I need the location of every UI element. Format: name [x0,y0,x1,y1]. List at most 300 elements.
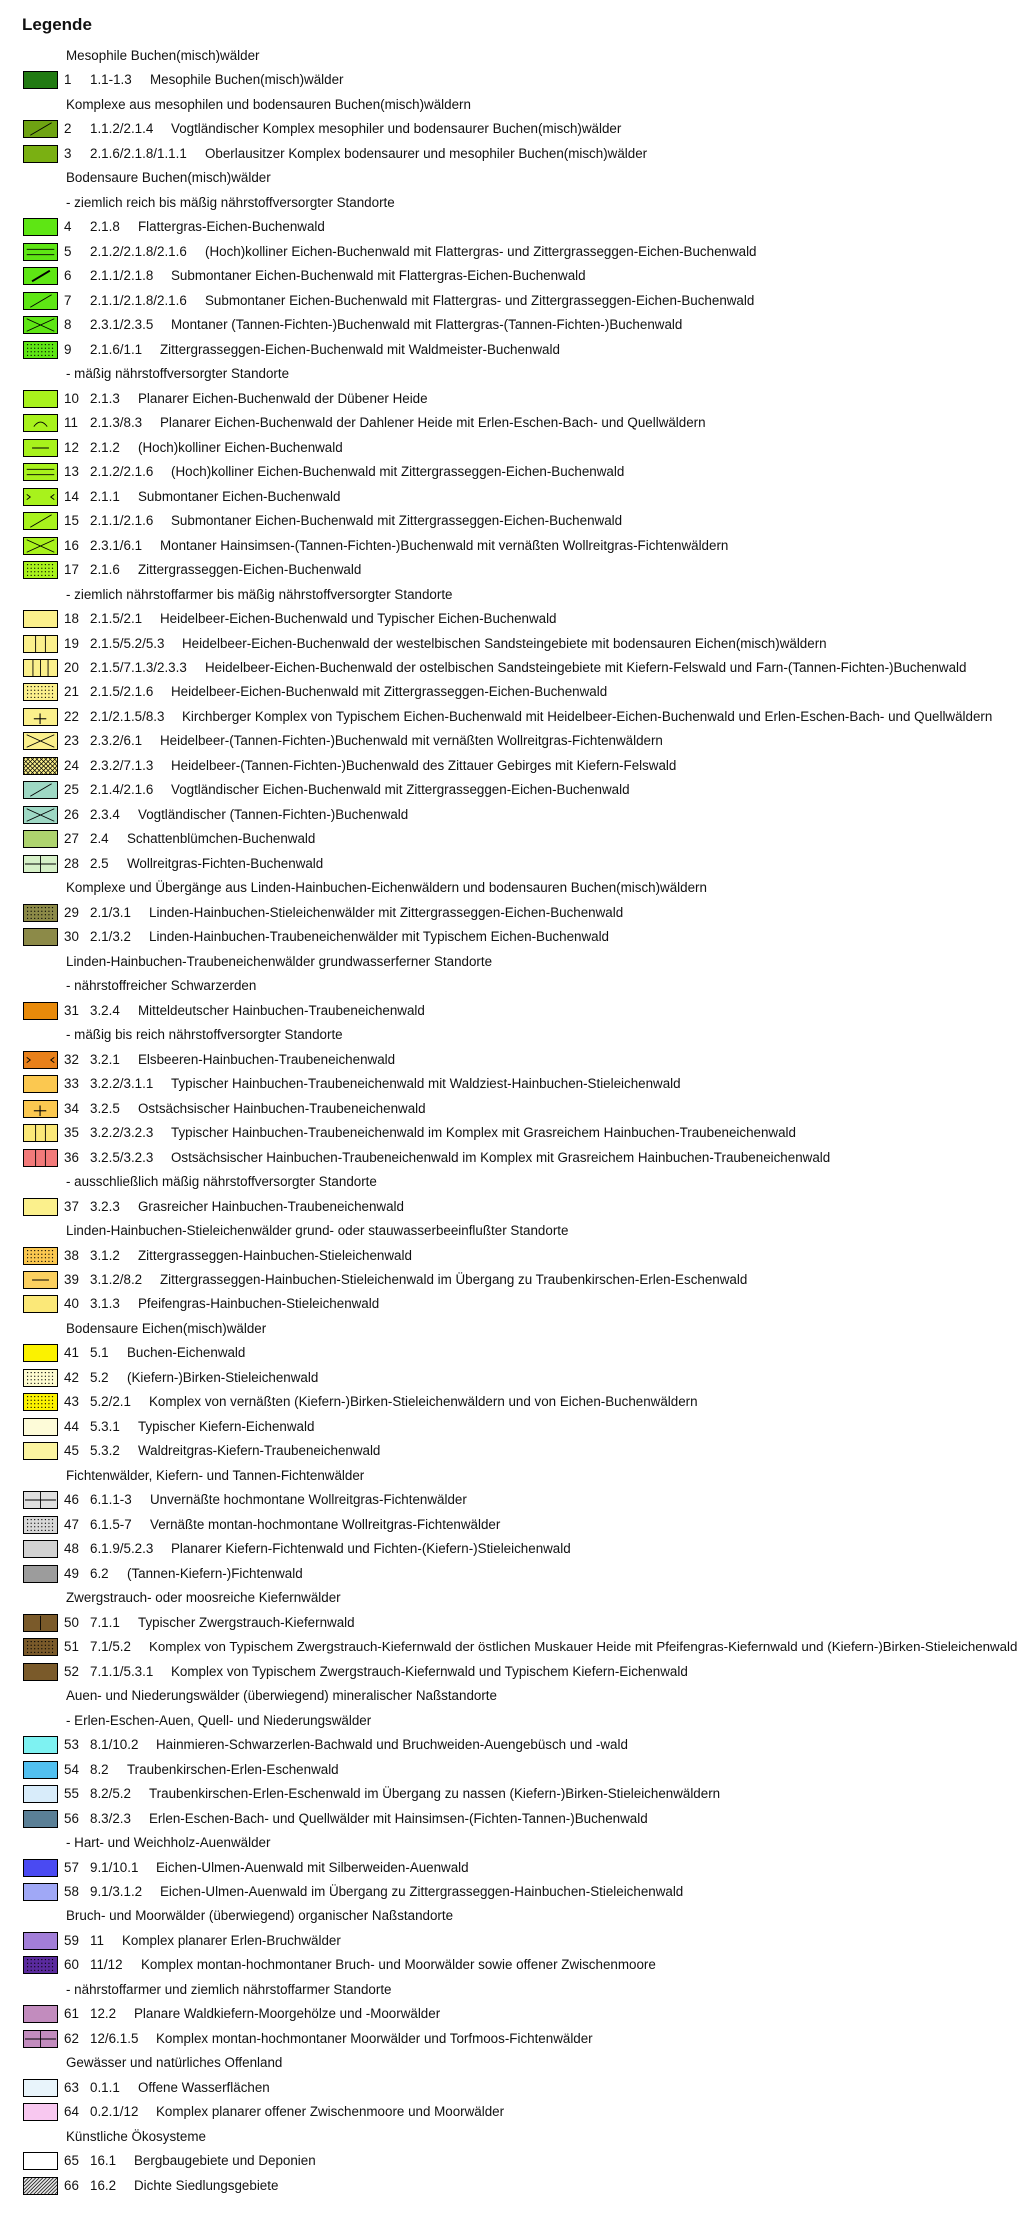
entry-number: 46 [64,1492,79,1508]
legend-swatch [23,512,58,530]
legend-heading [0,1219,1024,1243]
entry-label: Komplex von vernäßten (Kiefern-)Birken-Stieleichenwäldern und von Eichen-Buchenwäldern [149,1394,698,1410]
entry-number: 59 [64,1932,79,1948]
entry-label: Zittergrasseggen-Eichen-Buchenwald mit Waldmeister-Buchenwald [160,341,560,357]
entry-label: Typischer Kiefern-Eichenwald [138,1418,315,1434]
legend-swatch [23,1393,58,1411]
entry-number: 49 [64,1565,79,1581]
entry-code: 2.1.4/2.1.6 [90,782,154,798]
entry-code: 1.1-1.3 [90,72,132,88]
entry-code: 2.5 [90,855,109,871]
entry-number: 21 [64,684,79,700]
entry-number: 33 [64,1076,79,1092]
entry-code: 2.1/3.2 [90,929,131,945]
entry-number: 37 [64,1198,79,1214]
entry-code: 2.1.3/8.3 [90,415,143,431]
legend-entry [0,2100,1024,2124]
legend-entry [0,264,1024,288]
legend-swatch [23,2103,58,2121]
legend-swatch [23,316,58,334]
entry-number: 4 [64,219,72,235]
entry-code: 2.1.6 [90,562,120,578]
legend-swatch [23,830,58,848]
legend-swatch [23,267,58,285]
entry-label: Ostsächsischer Hainbuchen-Traubeneichenwald [138,1100,426,1116]
legend-entry [0,1415,1024,1439]
legend-swatch [23,488,58,506]
subheading-text: - Erlen-Eschen-Auen, Quell- und Niederungswälder [66,1712,372,1728]
entry-code: 5.2/2.1 [90,1394,131,1410]
legend-heading [0,2125,1024,2149]
entry-number: 63 [64,2079,79,2095]
legend-entry [0,1513,1024,1537]
entry-number: 54 [64,1761,79,1777]
entry-number: 40 [64,1296,79,1312]
entry-code: 9.1/3.1.2 [90,1884,143,1899]
entry-label: Pfeifengras-Hainbuchen-Stieleichenwald [138,1296,380,1312]
entry-code: 8.3/2.3 [90,1810,131,1826]
legend-entry [0,387,1024,411]
entry-code: 3.2.5 [90,1100,120,1116]
entry-label: Heidelbeer-Eichen-Buchenwald und Typischer Eichen-Buchenwald [160,611,557,627]
entry-code: 3.2.3 [90,1198,120,1214]
legend-swatch [23,659,58,677]
entry-code: 16.1 [90,2153,117,2169]
entry-code: 3.1.2/8.2 [90,1272,143,1287]
entry-number: 7 [64,292,72,308]
legend-title: Legende [22,15,92,34]
legend-entry [0,1758,1024,1782]
entry-label: Vogtländischer Komplex mesophiler und bodensaurer Buchen(misch)wälder [171,121,622,137]
legend-swatch [23,855,58,873]
entry-code: 3.2.4 [90,1002,120,1018]
legend-swatch [23,463,58,481]
legend-heading [0,44,1024,68]
entry-label: Submontaner Eichen-Buchenwald mit Flattergras- und Zittergrasseggen-Eichen-Buchenwald [205,292,755,308]
entry-code: 3.1.3 [90,1296,120,1312]
legend-entry [0,1929,1024,1953]
entry-number: 39 [64,1272,79,1287]
entry-label: Oberlausitzer Komplex bodensaurer und mesophiler Buchen(misch)wälder [205,145,648,161]
entry-label: Waldreitgras-Kiefern-Traubeneichenwald [138,1443,381,1459]
legend-entry [0,289,1024,313]
heading-text: Linden-Hainbuchen-Traubeneichenwälder grundwasserferner Standorte [66,953,493,969]
entry-code: 7.1/5.2 [90,1639,131,1655]
entry-code: 8.1/10.2 [90,1737,139,1753]
heading-text: Mesophile Buchen(misch)wälder [66,48,260,63]
entry-label: Komplex planarer Erlen-Bruchwälder [122,1932,341,1948]
entry-number: 61 [64,2006,79,2022]
legend-swatch [23,1442,58,1460]
entry-number: 8 [64,317,72,333]
heading-text: Fichtenwälder, Kiefern- und Tannen-Fichtenwälder [66,1467,365,1483]
entry-number: 60 [64,1957,79,1973]
entry-code: 6.2 [90,1565,109,1581]
legend-swatch [23,537,58,555]
subheading-text: - nährstoffreicher Schwarzerden [66,978,257,994]
entry-label: Montaner (Tannen-Fichten-)Buchenwald mit Flattergras-(Tannen-Fichten-)Buchenwald [171,317,683,333]
entry-label: (Kiefern-)Birken-Stieleichenwald [127,1369,319,1385]
entry-label: Hainmieren-Schwarzerlen-Bachwald und Bruchweiden-Auengebüsch und -wald [156,1737,628,1753]
entry-number: 17 [64,562,79,578]
entry-number: 62 [64,2030,79,2046]
legend-entry [0,1439,1024,1463]
legend-swatch [23,439,58,457]
legend-subheading [0,362,1024,386]
legend-swatch [23,561,58,579]
legend-swatch [23,1491,58,1509]
legend-entry [0,1611,1024,1635]
entry-number: 13 [64,464,79,480]
legend-swatch [23,218,58,236]
legend-swatch [23,1810,58,1828]
entry-code: 2.1/3.1 [90,904,131,920]
legend-subheading [0,583,1024,607]
entry-number: 56 [64,1810,79,1826]
legend-swatch [23,1638,58,1656]
entry-code: 2.1.2 [90,439,120,455]
entry-code: 3.2.5/3.2.3 [90,1149,154,1165]
legend-swatch [23,1051,58,1069]
entry-label: Submontaner Eichen-Buchenwald mit Flattergras-Eichen-Buchenwald [171,268,586,284]
entry-number: 58 [64,1884,79,1899]
entry-label: Heidelbeer-(Tannen-Fichten-)Buchenwald mit vernäßten Wollreitgras-Fichtenwäldern [160,733,663,749]
legend-swatch [23,1859,58,1877]
legend-swatch [23,635,58,653]
legend-entry [0,509,1024,533]
entry-code: 8.2 [90,1761,109,1777]
entry-number: 34 [64,1100,79,1116]
legend-swatch [23,71,58,89]
legend-swatch [23,1344,58,1362]
legend-entry [0,827,1024,851]
entry-label: Montaner Hainsimsen-(Tannen-Fichten-)Buchenwald mit vernäßten Wollreitgras-Fichtenwäldern [160,537,729,553]
entry-label: Planare Waldkiefern-Moorgehölze und -Moorwälder [134,2006,441,2022]
legend-entry [0,729,1024,753]
legend-swatch [23,2005,58,2023]
entry-number: 3 [64,145,72,161]
legend-swatch [23,757,58,775]
entry-number: 6 [64,268,72,284]
entry-code: 2.1.6/2.1.8/1.1.1 [90,145,187,161]
entry-number: 29 [64,904,79,920]
legend-entry [0,705,1024,729]
entry-code: 2.1.1/2.1.8 [90,268,154,284]
legend-entry [0,1635,1024,1659]
legend-swatch [23,145,58,163]
legend-entry [0,1660,1024,1684]
entry-code: 2.1.1 [90,488,120,504]
entry-label: Heidelbeer-Eichen-Buchenwald der ostelbischen Sandsteingebiete mit Kiefern-Felswald und Farn-(Tannen-Fichten-)Buchenwald [205,660,967,675]
entry-label: Erlen-Eschen-Bach- und Quellwälder mit Hainsimsen-(Fichten-Tannen-)Buchenwald [149,1810,648,1826]
legend-swatch [23,292,58,310]
entry-label: Planarer Eichen-Buchenwald der Dübener Heide [138,390,428,406]
entry-code: 6.1.9/5.2.3 [90,1541,154,1557]
legend-swatch [23,1418,58,1436]
entry-code: 2.1.5/5.2/5.3 [90,635,165,651]
entry-code: 6.1.1-3 [90,1492,132,1508]
entry-code: 5.3.2 [90,1443,120,1459]
legend-entry [0,436,1024,460]
entry-label: Wollreitgras-Fichten-Buchenwald [127,855,324,871]
entry-number: 18 [64,611,79,627]
subheading-text: - nährstoffarmer und ziemlich nährstoffarmer Standorte [66,1981,392,1997]
legend-entry [0,1195,1024,1219]
entry-number: 1 [64,72,72,88]
entry-code: 2.1.5/2.1 [90,611,143,627]
entry-code: 12/6.1.5 [90,2030,139,2046]
entry-label: (Hoch)kolliner Eichen-Buchenwald mit Flattergras- und Zittergrasseggen-Eichen-Buchenwald [205,243,757,259]
legend-heading [0,1464,1024,1488]
legend-subheading [0,1170,1024,1194]
legend-heading [0,876,1024,900]
entry-label: Schattenblümchen-Buchenwald [127,831,316,847]
entry-label: Planarer Eichen-Buchenwald der Dahlener Heide mit Erlen-Eschen-Bach- und Quellwäldern [160,415,706,431]
heading-text: Zwergstrauch- oder moosreiche Kiefernwälder [66,1590,341,1606]
entry-code: 2.1.1/2.1.6 [90,513,154,529]
legend-swatch [23,1124,58,1142]
legend-entry [0,1121,1024,1145]
entry-label: (Tannen-Kiefern-)Fichtenwald [127,1565,303,1581]
legend-entry [0,1782,1024,1806]
legend-swatch [23,904,58,922]
legend-swatch [23,1761,58,1779]
entry-code: 2.3.4 [90,806,120,822]
legend-entry [0,534,1024,558]
entry-label: Kirchberger Komplex von Typischem Eichen-Buchenwald mit Heidelbeer-Eichen-Buchenwald und Erlen-Eschen-Bach- und Quellwäldern [182,708,993,724]
heading-text: Linden-Hainbuchen-Stieleichenwälder grund- oder stauwasserbeeinflußter Standorte [66,1223,569,1239]
legend-entry [0,2027,1024,2051]
legend-entry [0,1366,1024,1390]
legend-entry [0,1268,1024,1292]
entry-number: 42 [64,1369,79,1385]
entry-number: 24 [64,757,79,773]
legend-swatch [23,1736,58,1754]
legend-entry [0,803,1024,827]
entry-code: 2.1.1/2.1.8/2.1.6 [90,292,187,308]
entry-code: 7.1.1/5.3.1 [90,1663,154,1679]
legend-swatch [23,683,58,701]
legend-heading [0,93,1024,117]
subheading-text: - Hart- und Weichholz-Auenwälder [66,1835,271,1851]
entry-code: 2.1/2.1.5/8.3 [90,708,165,724]
entry-label: Vernäßte montan-hochmontane Wollreitgras-Fichtenwälder [150,1516,501,1532]
legend-entry [0,2076,1024,2100]
subheading-text: - ziemlich reich bis mäßig nährstoffversorgter Standorte [66,194,395,210]
legend-heading [0,1317,1024,1341]
legend-swatch [23,341,58,359]
legend-entry [0,1537,1024,1561]
entry-code: 3.2.2/3.2.3 [90,1125,154,1141]
entry-label: Dichte Siedlungsgebiete [134,2177,279,2193]
legend-entry [0,313,1024,337]
legend-entry [0,999,1024,1023]
entry-code: 6.1.5-7 [90,1516,132,1532]
entry-code: 2.1.5/7.1.3/2.3.3 [90,660,187,675]
entry-label: (Hoch)kolliner Eichen-Buchenwald [138,439,343,455]
legend-swatch [23,1785,58,1803]
entry-label: Zittergrasseggen-Hainbuchen-Stieleichenwald [138,1247,412,1263]
entry-label: Vogtländischer (Tannen-Fichten-)Buchenwald [138,806,409,822]
entry-number: 15 [64,513,79,529]
legend-swatch [23,1002,58,1020]
entry-label: Zittergrasseggen-Eichen-Buchenwald [138,562,362,578]
entry-label: Heidelbeer-Eichen-Buchenwald der westelbischen Sandsteingebiete mit bodensauren Eichen(misch)wäldern [182,635,827,651]
entry-code: 3.2.2/3.1.1 [90,1076,154,1092]
subheading-text: - ziemlich nährstoffarmer bis mäßig nährstoffversorgter Standorte [66,586,453,602]
legend-entry [0,460,1024,484]
legend-swatch [23,1565,58,1583]
legend-entry [0,1562,1024,1586]
entry-number: 5 [64,243,72,259]
entry-label: Eichen-Ulmen-Auenwald mit Silberweiden-Auenwald [156,1859,469,1875]
heading-text: Gewässer und natürliches Offenland [66,2055,283,2071]
legend-swatch [23,120,58,138]
legend-swatch [23,781,58,799]
legend-entry [0,1733,1024,1757]
legend-subheading [0,974,1024,998]
legend-swatch [23,1271,58,1289]
entry-code: 5.1 [90,1345,109,1361]
entry-number: 55 [64,1786,79,1802]
entry-number: 44 [64,1418,79,1434]
legend-entry [0,1488,1024,1512]
legend-swatch [23,806,58,824]
legend-entry [0,925,1024,949]
entry-code: 7.1.1 [90,1614,120,1630]
entry-code: 1.1.2/2.1.4 [90,121,154,137]
entry-code: 5.2 [90,1369,109,1385]
entry-code: 11 [90,1932,104,1948]
legend-swatch [23,1075,58,1093]
entry-code: 2.3.2/7.1.3 [90,757,154,773]
legend-swatch [23,1883,58,1901]
legend-entry [0,2174,1024,2198]
entry-code: 9.1/10.1 [90,1859,139,1875]
legend-subheading [0,1831,1024,1855]
legend-swatch [23,1540,58,1558]
legend-entry [0,1953,1024,1977]
legend-swatch [23,390,58,408]
legend-subheading [0,1978,1024,2002]
entry-label: Ostsächsischer Hainbuchen-Traubeneichenwald im Komplex mit Grasreichem Hainbuchen-Traubeneichenwald [171,1149,831,1165]
legend-swatch [23,1198,58,1216]
legend-entry [0,1146,1024,1170]
entry-code: 0.2.1/12 [90,2104,139,2120]
legend-entry [0,117,1024,141]
legend-entry [0,607,1024,631]
entry-code: 12.2 [90,2006,117,2022]
legend-swatch [23,2079,58,2097]
legend-heading [0,1684,1024,1708]
heading-text: Bodensaure Buchen(misch)wälder [66,170,271,186]
legend-heading [0,1586,1024,1610]
legend-entry [0,215,1024,239]
entry-label: Flattergras-Eichen-Buchenwald [138,219,325,235]
entry-number: 12 [64,439,79,455]
legend-swatch [23,1247,58,1265]
entry-code: 2.3.1/6.1 [90,537,143,553]
legend-swatch [23,1516,58,1534]
entry-number: 57 [64,1859,79,1875]
entry-number: 64 [64,2104,79,2120]
legend-entry [0,558,1024,582]
legend-swatch [23,1295,58,1313]
entry-number: 20 [64,660,79,675]
heading-text: Komplexe aus mesophilen und bodensauren Buchen(misch)wäldern [66,96,471,112]
legend-subheading [0,1709,1024,1733]
entry-label: Typischer Hainbuchen-Traubeneichenwald mit Waldziest-Hainbuchen-Stieleichenwald [171,1076,681,1092]
legend-swatch [23,1100,58,1118]
entry-number: 28 [64,855,79,871]
legend-swatch [23,708,58,726]
entry-number: 66 [64,2177,79,2193]
entry-code: 2.4 [90,831,109,847]
entry-label: Unvernäßte hochmontane Wollreitgras-Fichtenwälder [150,1492,467,1508]
legend-entry [0,1390,1024,1414]
entry-label: Linden-Hainbuchen-Stieleichenwälder mit Zittergrasseggen-Eichen-Buchenwald [149,904,624,920]
entry-label: Typischer Zwergstrauch-Kiefernwald [138,1614,355,1630]
entry-code: 16.2 [90,2177,117,2193]
legend-entry [0,1097,1024,1121]
entry-code: 2.1.8 [90,219,120,235]
entry-label: Submontaner Eichen-Buchenwald [138,488,341,504]
legend-swatch [23,1663,58,1681]
subheading-text: - ausschließlich mäßig nährstoffversorgter Standorte [66,1174,377,1190]
heading-text: Bruch- und Moorwälder (überwiegend) organischer Naßstandorte [66,1908,454,1924]
subheading-text: - mäßig bis reich nährstoffversorgter Standorte [66,1027,343,1043]
entry-label: (Hoch)kolliner Eichen-Buchenwald mit Zittergrasseggen-Eichen-Buchenwald [171,464,625,480]
entry-code: 0.1.1 [90,2079,120,2095]
entry-number: 45 [64,1443,79,1459]
entry-label: Typischer Hainbuchen-Traubeneichenwald im Komplex mit Grasreichem Hainbuchen-Traubeneichenwald [171,1125,796,1141]
entry-code: 2.3.1/2.3.5 [90,317,154,333]
legend-entry [0,901,1024,925]
entry-label: Komplex von Typischem Zwergstrauch-Kiefernwald und Typischem Kiefern-Eichenwald [171,1663,688,1679]
legend-entry [0,142,1024,166]
entry-number: 47 [64,1516,79,1532]
legend-entry [0,411,1024,435]
legend-swatch [23,1932,58,1950]
legend-swatch [23,2152,58,2170]
legend-swatch [23,243,58,261]
entry-label: Linden-Hainbuchen-Traubeneichenwälder mit Typischem Eichen-Buchenwald [149,929,610,945]
legend-entry [0,1856,1024,1880]
entry-label: Buchen-Eichenwald [127,1345,246,1361]
legend-entry [0,1244,1024,1268]
legend-swatch [23,1956,58,1974]
entry-label: Mesophile Buchen(misch)wälder [150,72,344,88]
entry-number: 41 [64,1345,79,1361]
legend-entry [0,240,1024,264]
entry-number: 31 [64,1002,79,1018]
entry-number: 26 [64,806,79,822]
legend-entry [0,1072,1024,1096]
entry-label: Heidelbeer-Eichen-Buchenwald mit Zittergrasseggen-Eichen-Buchenwald [171,684,608,700]
legend-swatch [23,1614,58,1632]
legend-swatch [23,2177,58,2195]
entry-number: 27 [64,831,79,847]
legend-entry [0,485,1024,509]
entry-number: 53 [64,1737,79,1753]
legend-entry [0,68,1024,92]
legend-swatch [23,2030,58,2048]
entry-number: 32 [64,1051,79,1067]
entry-label: Komplex montan-hochmontaner Bruch- und Moorwälder sowie offener Zwischenmoore [141,1957,656,1973]
entry-code: 2.1.2/2.1.8/2.1.6 [90,243,187,259]
entry-number: 14 [64,488,79,504]
entry-number: 51 [64,1639,79,1655]
